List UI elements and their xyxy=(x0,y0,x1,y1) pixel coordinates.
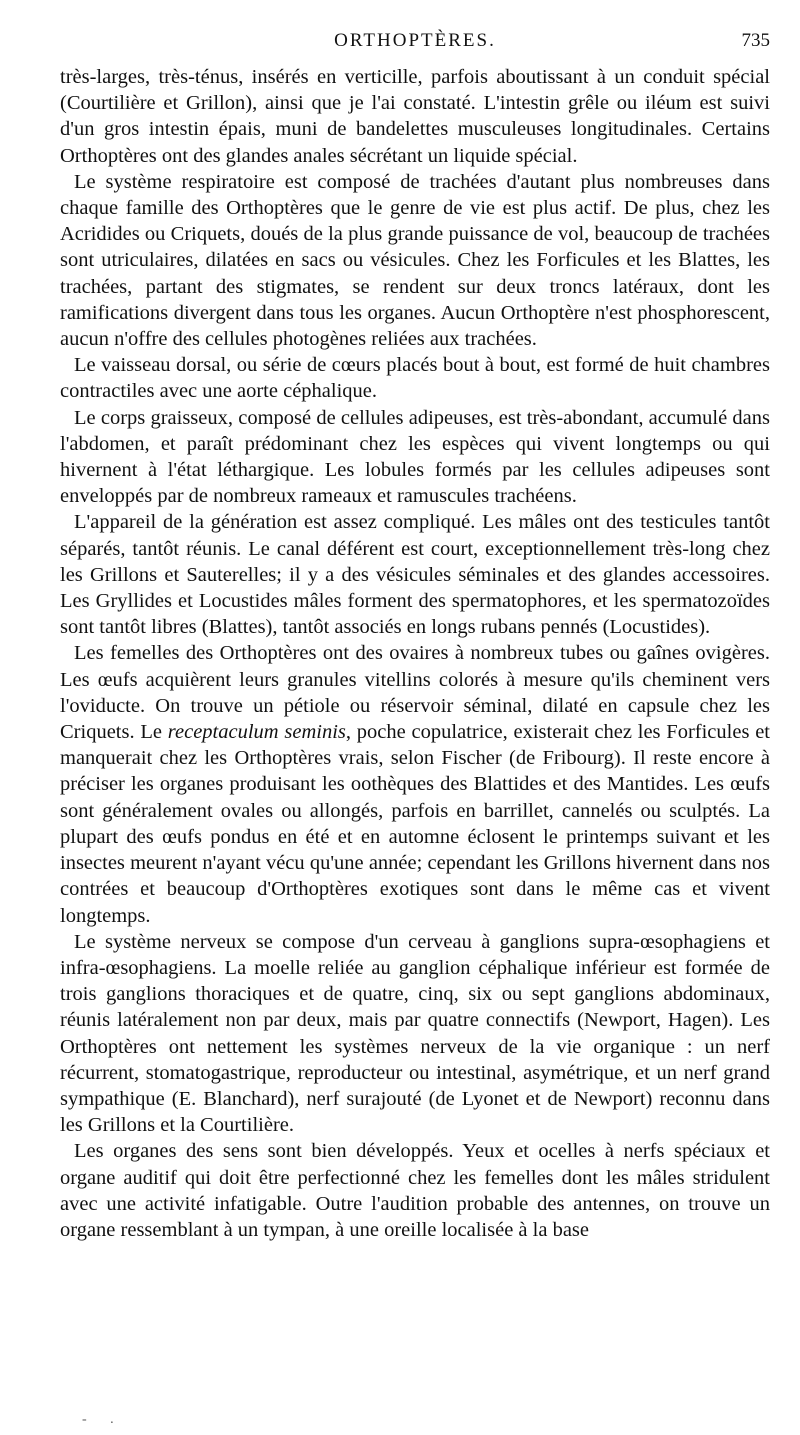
footer-marks: - . xyxy=(82,1412,124,1427)
paragraph-nervous-system: Le système nerveux se compose d'un cerveau à ganglions supra-œsophagiens et infra-œsophagiens. La moelle reliée au ganglion céphalique inférieur est formée de trois ganglions thoraciques et de quatre, cinq, six ou sept ganglions abdominaux, réunis latéralement non par deux, mais par quatre connectifs (Newport, Hagen). Les Orthoptères ont nettement les systèmes nerveux de la vie organique : un nerf récurrent, stomatogastrique, reproducteur ou intestinal, asymétrique, et un nerf grand sympathique (E. Blanchard), nerf surajouté (de Lyonet et de Newport) reconnu dans les Grillons et la Courtilière. xyxy=(60,930,770,1137)
females-text-after: , poche copulatrice, existerait chez les Forficules et manquerait chez les Orthoptères vrais, selon Fischer (de Fribourg). Il reste encore à préciser les organes produisant les oothèques des Blattides et des Mantides. Les œufs sont généralement ovales ou allongés, parfois en barrillet, cannelés ou sculptés. La plupart des œufs pondus en été et en automne éclosent le printemps suivant et les insectes meurent n'ayant vécu qu'une année; cependant les Grillons hivernent dans nos contrées et beaucoup d'Orthoptères exotiques sont dans le même cas et vivent longtemps. xyxy=(60,721,771,927)
females-text-before: Les femelles des Orthoptères ont des ovaires à nombreux tubes ou gaînes ovigères. Les œufs acquièrent leurs granules vitellins colorés à mesure qu'ils cheminent vers l'oviducte. On trouve un pétiole ou réservoir séminal, dilaté en capsule chez les Criquets. Le xyxy=(60,642,770,744)
paragraph-females xyxy=(60,640,770,928)
paragraph-respiratory-system: Le système respiratoire est composé de trachées d'autant plus nombreuses dans chaque famille des Orthoptères que le genre de vie est plus actif. De plus, chez les Acridides ou Criquets, doués de la plus grande puissance de vol, beaucoup de trachées sont utriculaires, dilatées en sacs ou vésicules. Chez les Forficules et les Blattes, les trachées, partant des stigmates, se rendent sur deux troncs latéraux, dont les ramifications divergent dans tous les organes. Aucun Orthoptère n'est phosphorescent, aucun n'offre des cellules photogènes reliées aux trachées. xyxy=(60,170,770,351)
running-head xyxy=(60,30,770,58)
paragraph-fat-body: Le corps graisseux, composé de cellules adipeuses, est très-abondant, accumulé dans l'abdomen, et paraît prédominant chez les espèces qui vivent longtemps ou qui hivernent à l'état léthargique. Les lobules formés par les cellules adipeuses sont enveloppés par de nombreux rameaux et ramuscules trachéens. xyxy=(60,406,770,508)
paragraph-dorsal-vessel: Le vaisseau dorsal, ou série de cœurs placés bout à bout, est formé de huit chambres contractiles avec une aorte céphalique. xyxy=(60,354,770,403)
body-text xyxy=(60,64,770,1243)
page-number: 735 xyxy=(741,30,770,51)
receptaculum-seminis-term: receptaculum seminis xyxy=(167,721,346,744)
running-title: ORTHOPTÈRES. xyxy=(334,30,496,51)
paragraph-reproductive-apparatus: L'appareil de la génération est assez compliqué. Les mâles ont des testicules tantôt séparés, tantôt réunis. Le canal déférent est court, exceptionnellement très-long chez les Grillons et Sauterelles; il y a des vésicules séminales et des glandes accessoires. Les Gryllides et Locustides mâles forment des spermatophores, et les spermatozoïdes sont tantôt libres (Blattes), tantôt associés en longs rubans pennés (Locustides). xyxy=(60,511,770,639)
paragraph-digestive-end: très-larges, très-ténus, insérés en verticille, parfois aboutissant à un conduit spécial (Courtilière et Grillon), ainsi que je l'ai constaté. L'intestin grêle ou iléum est suivi d'un gros intestin épais, muni de bandelettes musculeuses longitudinales. Certains Orthoptères ont des glandes anales sécrétant un liquide spécial. xyxy=(60,66,770,167)
paragraph-sense-organs: Les organes des sens sont bien développés. Yeux et ocelles à nerfs spéciaux et organe auditif qui doit être perfectionné chez les femelles dont les mâles stridulent avec une activité infatigable. Outre l'audition probable des antennes, on trouve un organe ressemblant à un tympan, à une oreille localisée à la base xyxy=(60,1140,770,1241)
